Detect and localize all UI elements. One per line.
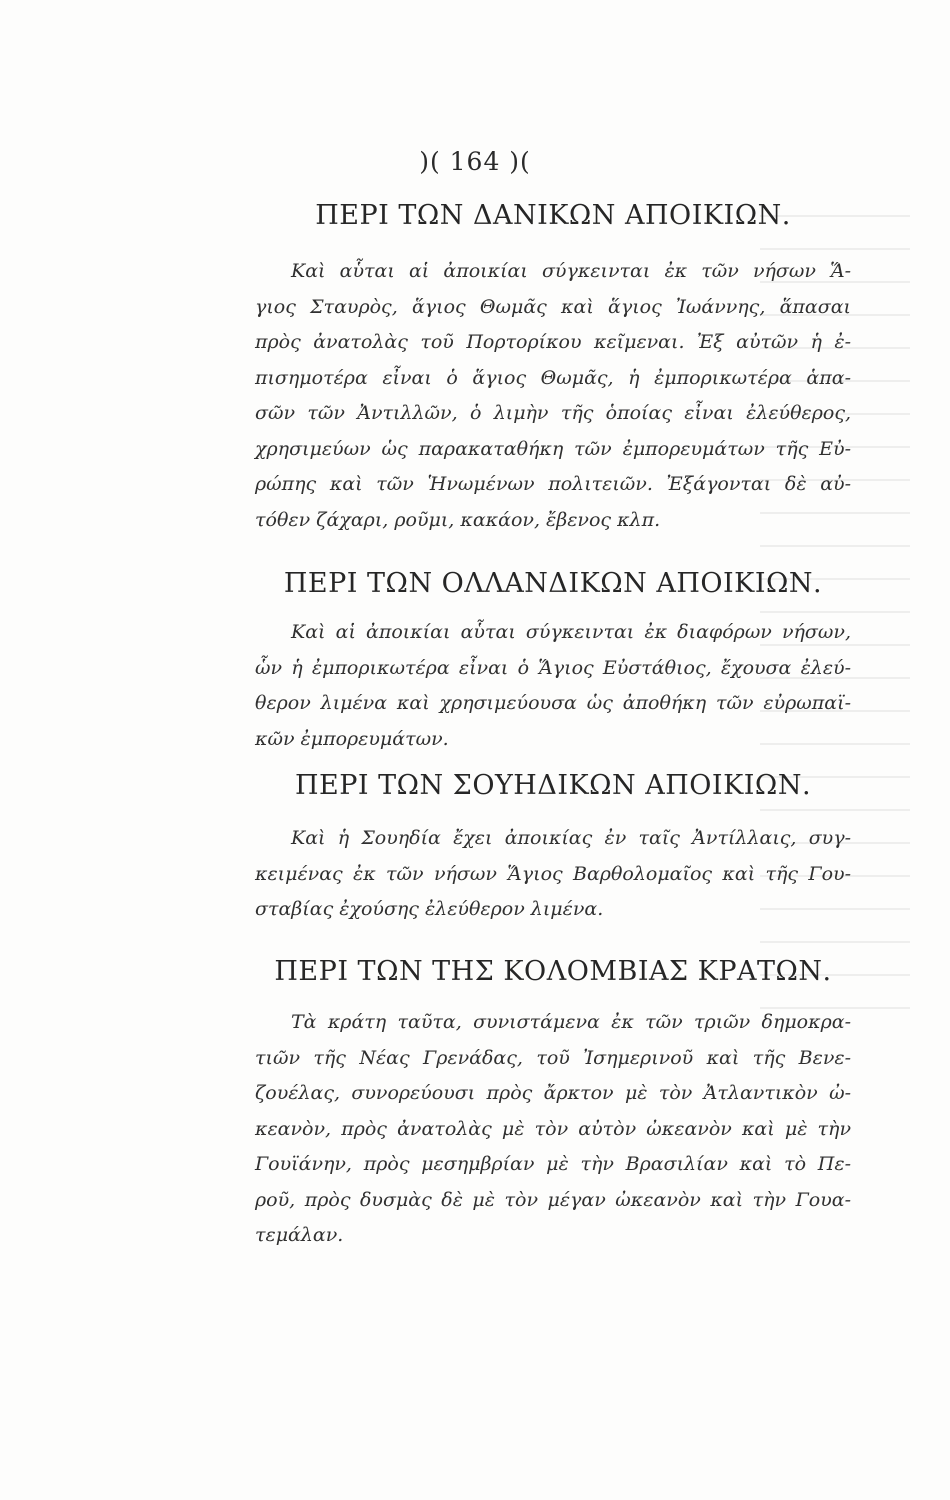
section-heading: ΠΕΡΙ ΤΩΝ ΤΗΣ ΚΟΛΟΜΒΙΑΣ ΚΡΑΤΩΝ. — [274, 956, 832, 987]
text-line: κῶν ἐμπορευμάτων. — [255, 727, 449, 750]
section-heading: ΠΕΡΙ ΤΩΝ ΔΑΝΙΚΩΝ ΑΠΟΙΚΙΩΝ. — [315, 200, 791, 231]
section-paragraph — [255, 1005, 851, 1254]
text-line: τεμάλαν. — [255, 1224, 344, 1246]
text-line: χρησιμεύων ὡς παρακαταθήκη τῶν ἐμπορευμάτων τῆς Εὐ- — [255, 437, 851, 460]
text-line: Καὶ αἱ ἀποικίαι αὗται σύγκεινται ἐκ διαφόρων νήσων, — [291, 621, 851, 643]
text-line: Καὶ ἡ Σουηδία ἔχει ἀποικίας ἐν ταῖς Ἀντίλλαις, συγ- — [291, 827, 851, 849]
text-line: κεανὸν, πρὸς ἀνατολὰς μὲ τὸν αὐτὸν ὠκεανὸν καὶ μὲ τὴν — [255, 1117, 851, 1140]
section-heading: ΠΕΡΙ ΤΩΝ ΣΟΥΗΔΙΚΩΝ ΑΠΟΙΚΙΩΝ. — [294, 770, 812, 801]
text-line: Καὶ αὗται αἱ ἀποικίαι σύγκεινται ἐκ τῶν νήσων Ἅ- — [291, 260, 851, 282]
section-danish-colonies — [255, 199, 851, 538]
text-line: τιῶν τῆς Νέας Γρενάδας, τοῦ Ἰσημερινοῦ καὶ τῆς Βενε- — [255, 1046, 851, 1069]
text-line: ροῦ, πρὸς δυσμὰς δὲ μὲ τὸν μέγαν ὠκεανὸν καὶ τὴν Γουα- — [255, 1188, 851, 1211]
text-line: πισημοτέρα εἶναι ὁ ἅγιος Θωμᾶς, ἡ ἐμπορικωτέρα ἁπα- — [255, 366, 851, 389]
section-paragraph — [255, 254, 851, 538]
section-swedish-colonies — [255, 769, 851, 928]
section-heading: ΠΕΡΙ ΤΩΝ ΟΛΛΑΝΔΙΚΩΝ ΑΠΟΙΚΙΩΝ. — [283, 568, 823, 599]
text-line: σῶν τῶν Ἀντιλλῶν, ὁ λιμὴν τῆς ὁποίας εἶναι ἐλεύθερος, — [255, 402, 851, 424]
text-line: σταβίας ἐχούσης ἐλεύθερον λιμένα. — [255, 898, 604, 920]
section-colombian-states — [255, 955, 851, 1254]
text-line: Γουϊάνην, πρὸς μεσημβρίαν μὲ τὴν Βρασιλίαν καὶ τὸ Πε- — [255, 1153, 851, 1175]
section-paragraph — [255, 615, 851, 757]
text-line: γιος Σταυρὸς, ἅγιος Θωμᾶς καὶ ἅγιος Ἰωάννης, ἅπασαι — [255, 295, 851, 318]
text-line: κειμένας ἐκ τῶν νήσων Ἅγιος Βαρθολομαῖος καὶ τῆς Γου- — [255, 862, 851, 885]
text-line: πρὸς ἀνατολὰς τοῦ Πορτορίκου κεῖμεναι. Ἐξ αὐτῶν ἡ ἐ- — [255, 331, 851, 353]
text-line: θερον λιμένα καὶ χρησιμεύουσα ὡς ἀποθήκη τῶν εὐρωπαϊ- — [255, 692, 851, 714]
page-number-header: )( 164 )( — [419, 147, 531, 176]
section-paragraph — [255, 821, 851, 928]
text-line: ζουέλας, συνορεύουσι πρὸς ἄρκτον μὲ τὸν Ἀτλαντικὸν ὠ- — [255, 1082, 851, 1104]
text-line: Τὰ κράτη ταῦτα, συνιστάμενα ἐκ τῶν τριῶν δημοκρα- — [291, 1011, 851, 1033]
text-line: ρώπης καὶ τῶν Ἡνωμένων πολιτειῶν. Ἐξάγονται δὲ αὐ- — [255, 473, 851, 495]
text-line: τόθεν ζάχαρι, ροῦμι, κακάον, ἔβενος κλπ. — [255, 508, 661, 531]
section-dutch-colonies — [255, 567, 851, 757]
text-line: ὧν ἡ ἐμπορικωτέρα εἶναι ὁ Ἅγιος Εὐστάθιος, ἔχουσα ἐλεύ- — [255, 656, 851, 679]
